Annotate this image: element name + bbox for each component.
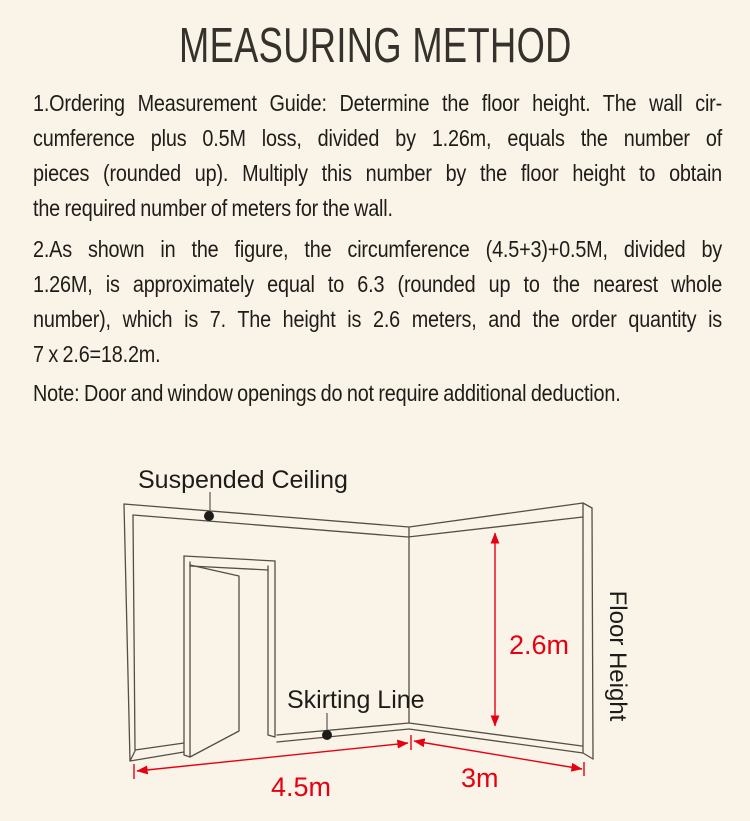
right-wall-dimension-label: 3m: [461, 763, 499, 793]
skirting-callout-dot: [322, 730, 332, 740]
instruction-line-6: 1.26M, is approximately equal to 6.3 (rounded up to the nearest whole: [33, 271, 723, 297]
right-wall-skirting-top: [409, 723, 582, 746]
instruction-line-8: 7 x 2.6=18.2m.: [33, 341, 161, 367]
left-width-dimension-arrow: [137, 743, 408, 771]
instruction-text-block: [33, 86, 722, 411]
room-diagram: [0, 430, 750, 821]
instruction-line-3: pieces (rounded up). Multiply this number by the floor height to obtain: [33, 160, 723, 186]
wall-height-dimension-label: 2.6m: [509, 630, 570, 660]
instruction-note-line: Note: Door and window openings do not require additional deduction.: [33, 380, 621, 406]
left-wall-inner-edge: [133, 515, 135, 750]
instruction-line-1: 1.Ordering Measurement Guide: Determine the floor height. The wall cir-: [33, 90, 723, 116]
left-wall-dimension-label: 4.5m: [271, 772, 332, 802]
page-title-text: MEASURING METHOD: [178, 19, 572, 73]
floor-height-label: Floor Height: [604, 590, 631, 722]
page-title: [0, 20, 750, 72]
instruction-line-7: number), which is 7. The height is 2.6 meters, and the order quantity is: [33, 306, 723, 332]
door-frame-right-jamb: [268, 561, 275, 737]
door-frame-left-jamb: [184, 556, 190, 757]
door: [184, 556, 275, 757]
skirting-line-label: Skirting Line: [287, 686, 425, 714]
instruction-line-2: cumference plus 0.5M loss, divided by 1.26m, equals the number of: [33, 125, 723, 151]
suspended-ceiling-label: Suspended Ceiling: [138, 466, 348, 494]
door-leaf: [190, 565, 239, 757]
right-wall-outer-edge: [592, 508, 593, 759]
door-frame-header: [184, 556, 275, 570]
instruction-line-5: 2.As shown in the figure, the circumference (4.5+3)+0.5M, divided by: [33, 236, 723, 262]
suspended-ceiling-band: [133, 515, 583, 537]
instruction-line-4: the required number of meters for the wall.: [33, 195, 393, 221]
ceiling-callout-dot: [204, 511, 214, 521]
